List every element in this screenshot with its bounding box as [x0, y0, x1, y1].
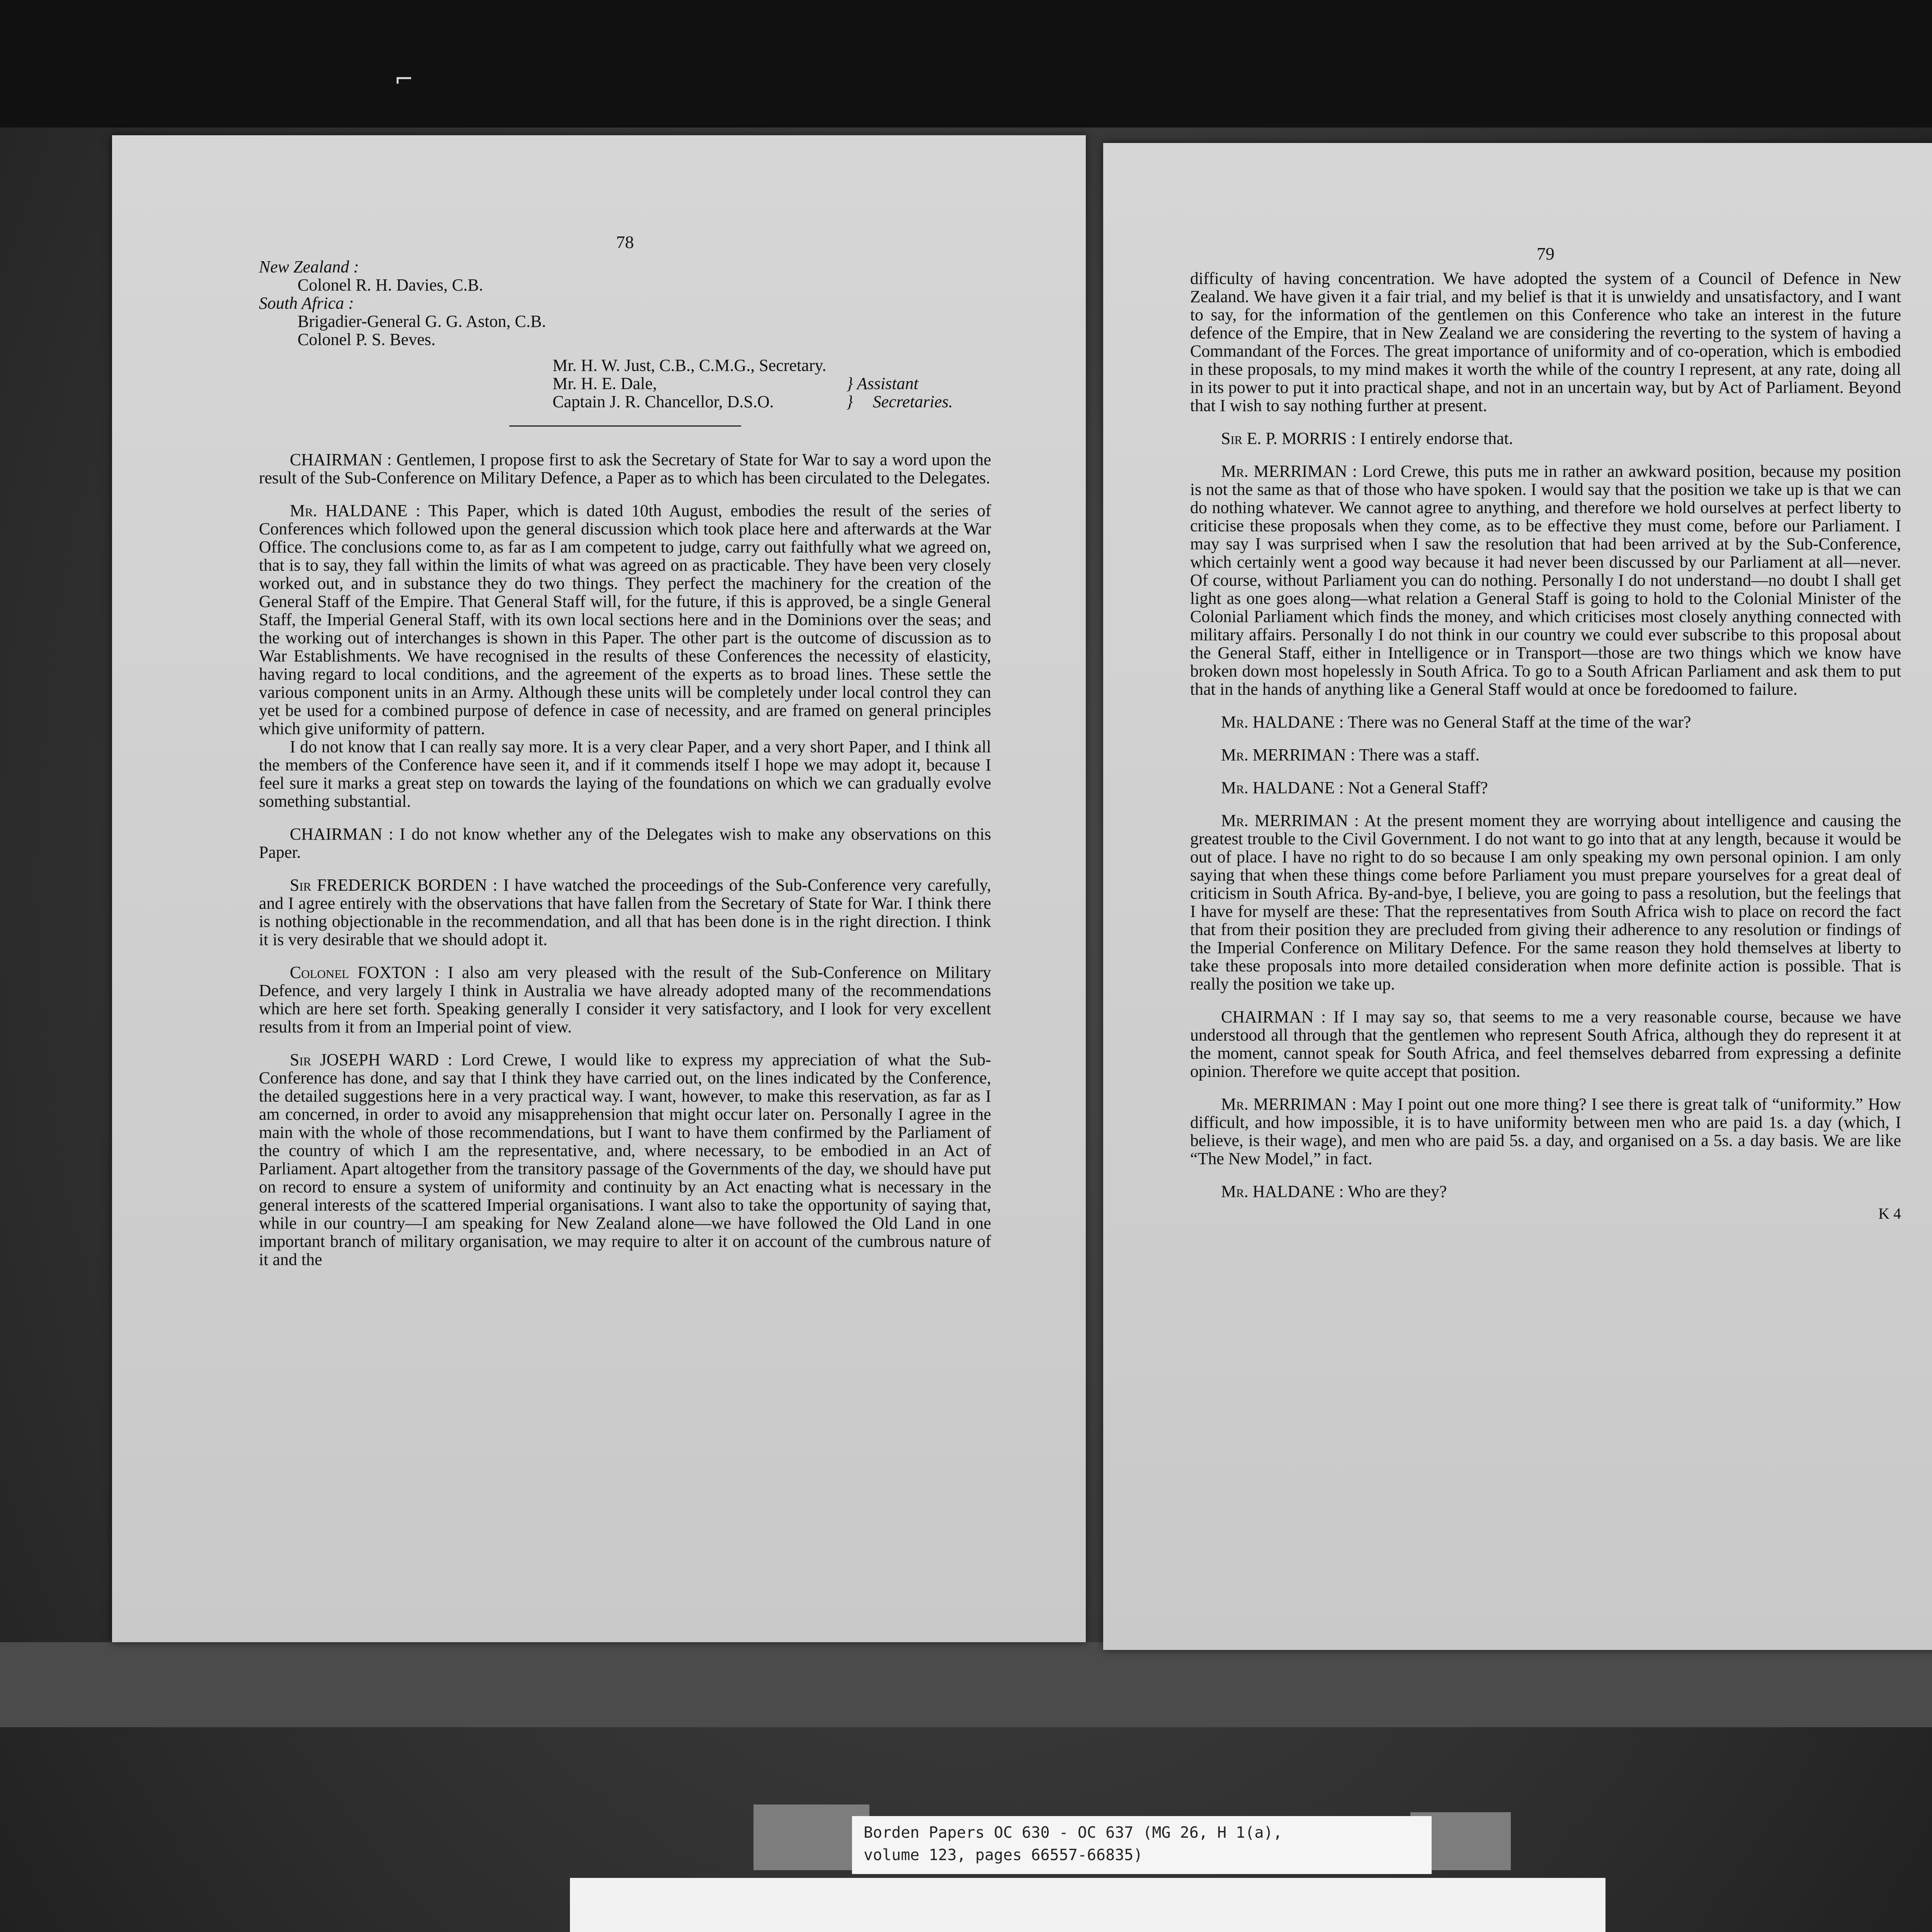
speech-paragraph [1190, 429, 1901, 447]
right-page [1103, 143, 1932, 1650]
roster-member: Colonel P. S. Beves. [298, 330, 435, 349]
speech-paragraph [259, 1051, 991, 1269]
speech-text: Lord Crewe, I would like to express my appreciation of what the Sub-Conference has done, and say that I think they have carried out, on the lines indicated by the Conference, the detailed suggestions here in a very practical way. I want, however, to make this reservation, as far as I am concerned, in order to avoid any misapprehension that might occur later on. Personally I agree in the main with the whole of those recommendations, but I want to have them confirmed by the Parliament of the country of which I am the representative, and, where necessary, to be embodied in an Act of Parliament. Apart altogether from the transitory passage of the Governments of the day, we should have put on record to ensure a system of uniformity and continuity by an Act enacting what is necessary in the general interests of the scattered Imperial organisations. I want also to take the opportunity of saying that, while in our country—I am speaking for New Zealand alone—we have followed the Old Land in one important branch of military organisation, we may require to alter it on account of the cumbrous nature of it and the [259, 1050, 992, 1269]
speech-text: I entirely endorse that. [1355, 429, 1513, 448]
speech-text: If I may say so, that seems to me a very reasonable course, because we have understood all through that the gentlemen who represent South Africa, although they do represent it at the moment, cannot speak for South Africa, and feel themselves debarred from expressing a definite opinion. Therefore we quite accept that position. [1190, 1007, 1901, 1081]
speech-paragraph [259, 825, 991, 861]
speaker-name: Colonel FOXTON : [290, 963, 439, 982]
speech-text: I have watched the proceedings of the Sub-Conference very carefully, and I agree entirely with the observations that have fallen from the Secretary of State for War. I think there is nothing objectionable in the recommendation, and all that has been done is in the right direction. I think it is very desirable that we should adopt it. [259, 876, 991, 949]
speech-paragraph [259, 876, 991, 949]
speech-text: I do not know whether any of the Delegates wish to make any observations on this Paper. [259, 825, 992, 862]
secretary-line: Mr. H. W. Just, C.B., C.M.G., Secretary. [553, 356, 827, 375]
speaker-name: Mr. HALDANE : [1221, 778, 1344, 797]
speech-text: Not a General Staff? [1344, 778, 1488, 797]
page-number: 79 [1537, 244, 1554, 264]
speaker-name: Sir E. P. MORRIS : [1221, 429, 1356, 448]
speaker-name: Mr. HALDANE : [1221, 1182, 1344, 1201]
speaker-name: Sir FREDERICK BORDEN : [290, 876, 498, 895]
speech-paragraph [259, 963, 991, 1036]
roster-member: Brigadier-General G. G. Aston, C.B. [298, 312, 546, 331]
speech-paragraph [1190, 1095, 1901, 1168]
speech-paragraph [1190, 746, 1901, 764]
speaker-name: Mr. HALDANE : [1221, 713, 1344, 731]
catalog-label [852, 1816, 1432, 1874]
speaker-name: CHAIRMAN : [290, 450, 392, 469]
speech-paragraph [1190, 811, 1901, 993]
film-frame-band [0, 1642, 1932, 1727]
roster-member: Colonel R. H. Davies, C.B. [298, 276, 483, 294]
speech-text: I do not know that I can really say more. It is a very clear Paper, and a very short Paper, and I think all the members of the Conference have seen it, and if it commends itself I hope we may adopt it, because I feel sure it marks a great step on towards the laying of the foundations on which we can gradually evolve something substantial. [259, 737, 991, 811]
speech-paragraph [1190, 462, 1901, 698]
speaker-name: Sir JOSEPH WARD : [290, 1050, 452, 1069]
left-page [112, 135, 1086, 1642]
speech-text: Who are they? [1344, 1182, 1447, 1201]
secretary-line: Mr. H. E. Dale, [553, 374, 657, 393]
roster-heading: South Africa : [259, 294, 354, 313]
speaker-name: Mr. MERRIMAN : [1221, 1095, 1357, 1114]
page-number: 78 [616, 232, 634, 252]
roster-heading: New Zealand : [259, 257, 359, 276]
speech-paragraph [259, 502, 991, 738]
speaker-name: Mr. MERRIMAN : [1221, 811, 1359, 830]
catalog-line: volume 123, pages 66557-66835) [864, 1846, 1143, 1864]
delegate-roster [259, 258, 991, 349]
speech-paragraph [1190, 713, 1901, 731]
speech-paragraph [1190, 779, 1901, 797]
speech-text: I also am very pleased with the result of the Sub-Conference on Military Defence, and very largely I think in Australia we have already adopted many of the recommendations which are here set forth. Speaking generally I consider it very satisfactory, and I look for very excellent results from it from an Imperial point of view. [259, 963, 991, 1036]
section-rule [509, 425, 741, 427]
speech-paragraph [1190, 1008, 1901, 1080]
speech-text: There was a staff. [1355, 745, 1480, 764]
secretaries-block [553, 356, 991, 411]
speaker-name: Mr. MERRIMAN : [1221, 462, 1357, 481]
speaker-name: CHAIRMAN : [290, 825, 393, 844]
archive-stamp [570, 1878, 1605, 1932]
speaker-name: Mr. HALDANE : [290, 501, 421, 520]
film-corner-mark: ⌐ [394, 66, 414, 93]
speech-text: Lord Crewe, this puts me in rather an awkward position, because my position is not the same as that of those who have spoken. I would say that the position we take up is that we can do nothing whatever. We cannot agree to anything, and therefore we hold ourselves at perfect liberty to criticise these proposals when they come, as to be effective they must come, before our Parliament. I may say I was surprised when I saw the resolution that had been arrived at by the Sub-Conference, which certainly went a good way because it had never been discussed by our Parliament at all—never. Of course, without Parliament you can do nothing. Personally I do not understand—no doubt I shall get light as one goes along—what relation a General Staff is going to hold to the Colonial Minister of the Colonial Parliament which finds the money, and which criticises most closely anything connected with military affairs. Personally I do not think in our country we could ever subscribe to this proposal about the General Staff, either in Intelligence or in Transport—those are two things which we know have broken down most hopelessly in South Africa. To go to a South African Parliament and ask them to put that in the hands of anything like a General Staff would at once be foredoomed to failure. [1190, 462, 1901, 699]
speaker-name: Mr. MERRIMAN : [1221, 745, 1355, 764]
speech-text: May I point out one more thing? I see there is great talk of “uniformity.” How difficult, and how impossible, it is to have uniformity between men who are paid 1s. a day (which, I believe, is their wage), and men who are paid 5s. a day, and organised on a 5s. a day basis. We are like “The New Model,” in fact. [1190, 1095, 1901, 1168]
speaker-name: CHAIRMAN : [1221, 1007, 1326, 1026]
signature-mark: K 4 [1878, 1205, 1901, 1222]
speech-text: There was no General Staff at the time of the war? [1344, 713, 1691, 731]
speech-text: At the present moment they are worrying about intelligence and causing the greatest trouble to the Civil Government. I do not want to go into that at any length, because it would be out of place. I have no right to do so because I am only speaking my own personal opinion. I am only saying that when these things come before Parliament you must prepare yourselves for a great deal of criticism in South Africa. By-and-bye, I believe, you are going to pass a resolution, but the feelings that I have for myself are these: That the representatives from South Africa wish to place on record the fact that from their position they are precluded from giving their adherence to any resolution or findings of the Imperial Conference on Military Defence. For the same reason they hold themselves at liberty to take these proposals into more detailed consideration when more definite action is possible. That is really the position we take up. [1190, 811, 1901, 993]
speech-text: difficulty of having concentration. We have adopted the system of a Council of Defence in New Zealand. We have given it a fair trial, and my belief is that it is unwieldy and unsatisfactory, and I want to say, for the information of the gentlemen on this Conference who take an interest in the future defence of the Empire, that in New Zealand we are considering the reverting to the system of having a Commandant of the Forces. The great importance of uniformity and of co-operation, which is embodied in these proposals, to my mind makes it worth the while of the country I represent, at any rate, doing all in its power to put it into practical shape, and not in an uncertain way, but by Act of Parliament. Beyond that I wish to say nothing further at present. [1190, 269, 1901, 415]
speech-text: This Paper, which is dated 10th August, embodies the result of the series of Conferences which followed upon the general discussion which took place here and afterwards at the War Office. The conclusions come to, as far as I am competent to judge, carry out faithfully what we agreed on, that is to say, they fall within the limits of what was agreed on as practicable. They have been very closely worked out, and in substance they do two things. They perfect the machinery for the creation of the General Staff of the Empire. That General Staff will, for the future, if this is approved, be a single General Staff, the Imperial General Staff, with its own local sections here and in the Dominions over the seas; and the working out of interchanges is shown in this Paper. The other part is the outcome of discussion as to War Establishments. We have recognised in the results of these Conferences the necessity of elasticity, having regard to local conditions, and the agreement of the experts as to broad lines. These settle the various component units in an Army. Although these units will be completely under local control they can yet be used for a combined purpose of defence in case of necessity, and are framed on general principles which give uniformity of pattern. [259, 501, 992, 738]
speech-paragraph [259, 451, 991, 487]
speech-text: Gentlemen, I propose first to ask the Secretary of State for War to say a word upon the result of the Sub-Conference on Military Defence, a Paper as to which has been circulated to the Delegates. [259, 450, 991, 487]
film-frame-top [0, 0, 1932, 128]
secretary-line: Captain J. R. Chancellor, D.S.O. [553, 392, 774, 411]
assistant-secretaries-brace: } Assistant } Secretaries. [846, 374, 953, 411]
speech-paragraph [1190, 1182, 1901, 1201]
catalog-line: Borden Papers OC 630 - OC 637 (MG 26, H 1(a), [864, 1824, 1282, 1842]
brace-label: Secretaries. [872, 392, 953, 411]
brace-label: Assistant [857, 374, 918, 393]
speech-paragraph [259, 738, 991, 810]
speech-paragraph [1190, 269, 1901, 415]
